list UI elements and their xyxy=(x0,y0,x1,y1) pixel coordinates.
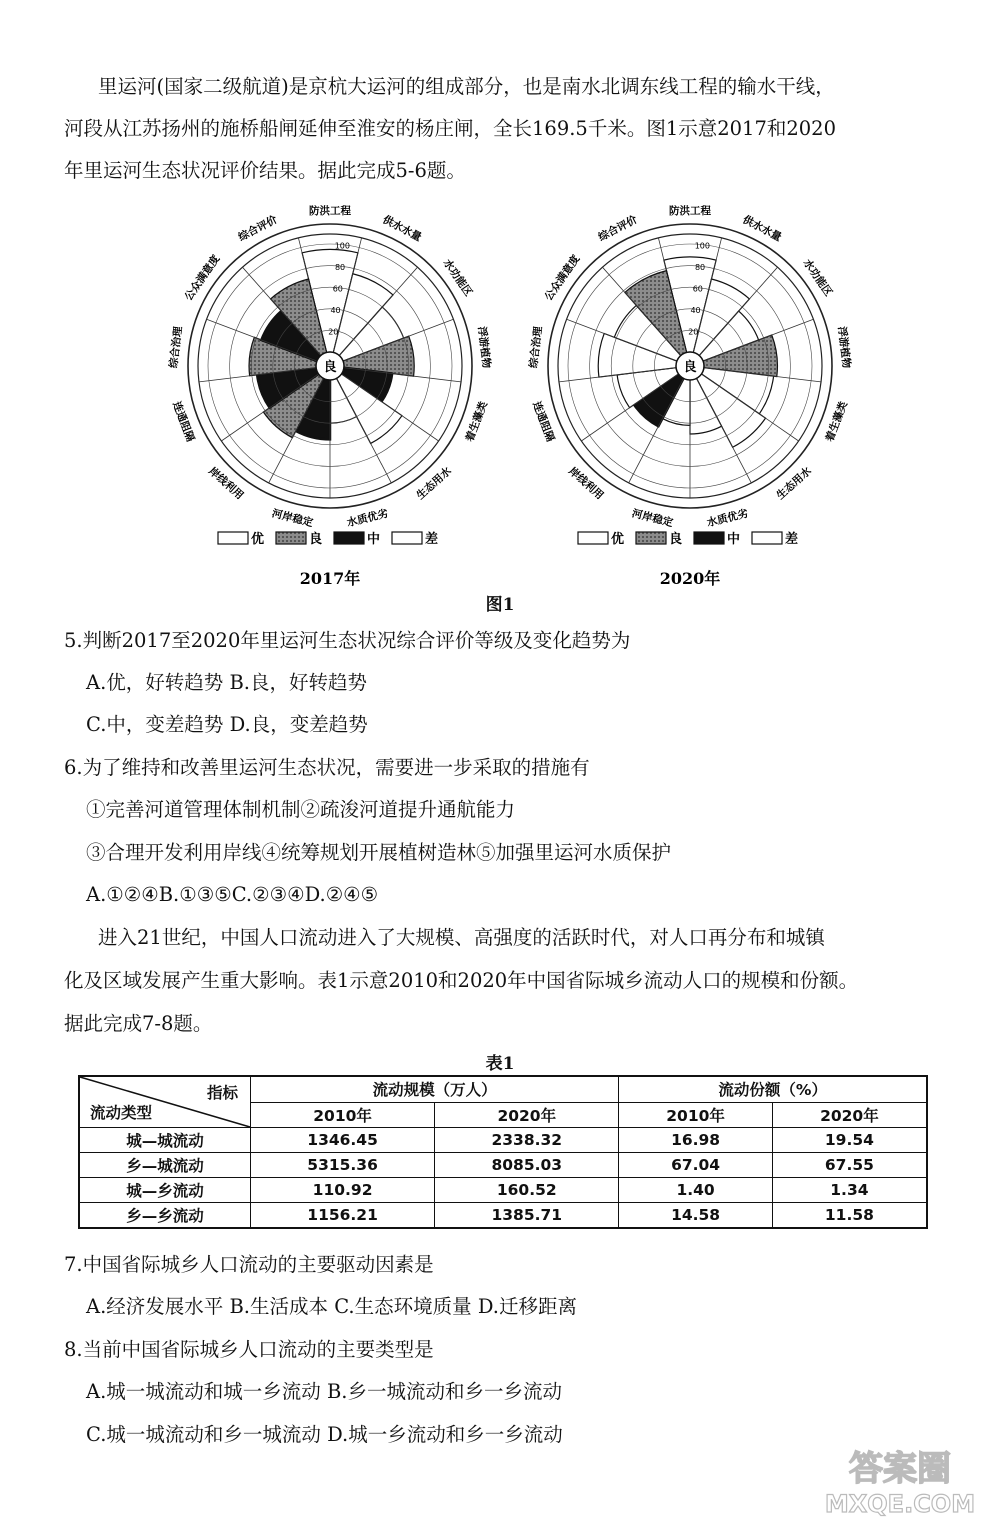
q6-options: A.①②④B.①③⑤C.②③④D.②④⑤ xyxy=(86,883,379,906)
ring-value-label: 80 xyxy=(694,263,706,273)
row-type: 乡—城流动 xyxy=(79,1153,251,1178)
row-type: 城—乡流动 xyxy=(79,1178,251,1203)
cell-value: 5315.36 xyxy=(251,1153,435,1178)
indicator-label: 综合治理 xyxy=(167,325,185,369)
legend-swatch xyxy=(334,532,364,544)
intro1-line2: 河段从江苏扬州的施桥船闸延伸至淮安的杨庄闸，全长169.5千米。图1示意2017和2020 xyxy=(64,117,836,140)
indicator-label: 浮游植物 xyxy=(475,325,493,369)
cell-value: 16.98 xyxy=(619,1128,772,1153)
table-caption: 表1 xyxy=(485,1054,515,1074)
ring-value-label: 60 xyxy=(332,284,343,294)
cell-value: 67.04 xyxy=(619,1153,772,1178)
legend-label: 中 xyxy=(367,532,381,547)
ring-value-label: 20 xyxy=(688,327,699,337)
legend-label: 良 xyxy=(669,532,683,547)
indicator-label: 综合评价 xyxy=(596,213,640,244)
q6-items-1: ①完善河道管理体制机制②疏浚河道提升通航能力 xyxy=(86,798,516,821)
header-year: 2010年 xyxy=(619,1102,772,1128)
indicator-label: 防洪工程 xyxy=(309,205,351,217)
legend-label: 差 xyxy=(785,532,799,547)
indicator-label: 综合治理 xyxy=(527,325,545,369)
cell-value: 110.92 xyxy=(251,1178,435,1203)
cell-value: 14.58 xyxy=(619,1203,772,1229)
ring-value-label: 60 xyxy=(692,284,703,294)
indicator-label: 着生藻类 xyxy=(463,399,490,444)
row-type: 乡—乡流动 xyxy=(79,1203,251,1229)
ring-value-label: 100 xyxy=(334,241,350,251)
legend-swatch xyxy=(636,532,666,544)
cell-value: 1.40 xyxy=(619,1178,772,1203)
ring-value-label: 40 xyxy=(330,306,341,316)
legend-swatch xyxy=(218,532,248,544)
polar-chart-2020 xyxy=(527,204,854,588)
cell-value: 67.55 xyxy=(772,1153,927,1178)
indicator-label: 公众满意度 xyxy=(182,252,223,303)
header-year: 2020年 xyxy=(772,1102,927,1128)
q5-stem: 5.判断2017至2020年里运河生态状况综合评价等级及变化趋势为 xyxy=(64,629,631,652)
table-row xyxy=(79,1203,927,1229)
q7-stem: 7.中国省际城乡人口流动的主要驱动因素是 xyxy=(64,1253,434,1276)
q8-options-ab: A.城一城流动和城一乡流动 B.乡一城流动和乡一乡流动 xyxy=(86,1380,563,1403)
cell-value: 8085.03 xyxy=(435,1153,619,1178)
chart-year-label: 2017年 xyxy=(299,569,361,588)
table-corner-cell xyxy=(79,1076,251,1128)
watermark-bottom-text: MXQE.COM xyxy=(824,1490,976,1518)
ring-value-label: 80 xyxy=(334,263,346,273)
cell-value: 1346.45 xyxy=(251,1128,435,1153)
intro2-line2: 化及区域发展产生重大影响。表1示意2010和2020年中国省际城乡流动人口的规模和份额。 xyxy=(64,969,859,992)
cell-value: 19.54 xyxy=(772,1128,927,1153)
figure-caption: 图1 xyxy=(485,595,515,615)
indicator-label: 防洪工程 xyxy=(669,205,711,217)
q6-stem: 6.为了维持和改善里运河生态状况，需要进一步采取的措施有 xyxy=(64,756,590,779)
legend-swatch xyxy=(392,532,422,544)
ring-value-label: 20 xyxy=(328,327,339,337)
indicator-label: 连通阻隔 xyxy=(530,399,557,444)
header-year: 2010年 xyxy=(251,1102,435,1128)
header-flow-share: 流动份额（%） xyxy=(619,1076,927,1102)
figure-1-polar-charts xyxy=(150,196,853,596)
q7-options: A.经济发展水平 B.生活成本 C.生态环境质量 D.迁移距离 xyxy=(86,1295,577,1318)
legend-label: 良 xyxy=(309,532,323,547)
corner-flow-type-label: 流动类型 xyxy=(90,1104,153,1122)
watermark-logo xyxy=(810,1440,990,1520)
header-year: 2020年 xyxy=(435,1102,619,1128)
indicator-label: 连通阻隔 xyxy=(170,399,197,444)
row-type: 城—城流动 xyxy=(79,1128,251,1153)
q8-stem: 8.当前中国省际城乡人口流动的主要类型是 xyxy=(64,1338,434,1361)
indicator-label: 综合评价 xyxy=(236,213,280,244)
cell-value: 160.52 xyxy=(435,1178,619,1203)
ring-value-label: 100 xyxy=(694,241,710,251)
cell-value: 1385.71 xyxy=(435,1203,619,1229)
indicator-label: 供水水量 xyxy=(380,213,424,244)
indicator-label: 供水水量 xyxy=(740,213,784,244)
intro1-line1: 里运河(国家二级航道)是京杭大运河的组成部分，也是南水北调东线工程的输水干线， xyxy=(98,75,835,98)
ring-value-label: 40 xyxy=(690,306,701,316)
legend-label: 差 xyxy=(425,532,439,547)
indicator-label: 生态用水 xyxy=(774,465,814,502)
q8-options-cd: C.城一城流动和乡一城流动 D.城一乡流动和乡一乡流动 xyxy=(86,1423,563,1446)
q5-options-cd: C.中，变差趋势 D.良，变差趋势 xyxy=(86,713,368,736)
q6-items-2: ③合理开发利用岸线④统筹规划开展植树造林⑤加强里运河水质保护 xyxy=(86,841,672,864)
intro2-line3: 据此完成7-8题。 xyxy=(64,1012,213,1035)
intro1-line3: 年里运河生态状况评价结果。据此完成5-6题。 xyxy=(64,159,466,182)
table-row xyxy=(79,1153,927,1178)
legend-swatch xyxy=(578,532,608,544)
watermark-top-text: 答案圈 xyxy=(849,1449,951,1489)
legend-swatch xyxy=(694,532,724,544)
population-flow-table xyxy=(78,1075,928,1229)
cell-value: 1.34 xyxy=(772,1178,927,1203)
indicator-label: 水质优劣 xyxy=(705,507,750,530)
polar-chart-2017 xyxy=(167,204,494,588)
cell-value: 2338.32 xyxy=(435,1128,619,1153)
indicator-label: 岸线利用 xyxy=(566,465,606,502)
indicator-label: 岸线利用 xyxy=(206,465,246,502)
indicator-label: 河岸稳定 xyxy=(630,507,675,530)
indicator-label: 浮游植物 xyxy=(835,325,853,369)
legend-swatch xyxy=(752,532,782,544)
indicator-label: 着生藻类 xyxy=(823,399,850,444)
indicator-label: 公众满意度 xyxy=(542,252,583,303)
legend-label: 优 xyxy=(251,532,265,547)
indicator-label: 水功能区 xyxy=(800,257,835,299)
corner-indicator-label: 指标 xyxy=(206,1084,238,1102)
chart-year-label: 2020年 xyxy=(659,569,721,588)
indicator-label: 水功能区 xyxy=(440,257,475,299)
indicator-label: 生态用水 xyxy=(414,465,454,502)
legend-swatch xyxy=(276,532,306,544)
intro2-line1: 进入21世纪，中国人口流动进入了大规模、高强度的活跃时代，对人口再分布和城镇 xyxy=(98,926,825,949)
q5-options-ab: A.优，好转趋势 B.良，好转趋势 xyxy=(86,671,368,694)
table-row xyxy=(79,1128,927,1153)
center-grade-label: 良 xyxy=(323,360,337,375)
indicator-label: 水质优劣 xyxy=(345,507,390,530)
header-flow-scale: 流动规模（万人） xyxy=(251,1076,619,1102)
table-row xyxy=(79,1178,927,1203)
legend-label: 中 xyxy=(727,532,741,547)
legend-label: 优 xyxy=(611,532,625,547)
center-grade-label: 良 xyxy=(683,360,697,375)
cell-value: 1156.21 xyxy=(251,1203,435,1229)
cell-value: 11.58 xyxy=(772,1203,927,1229)
indicator-label: 河岸稳定 xyxy=(270,507,315,530)
